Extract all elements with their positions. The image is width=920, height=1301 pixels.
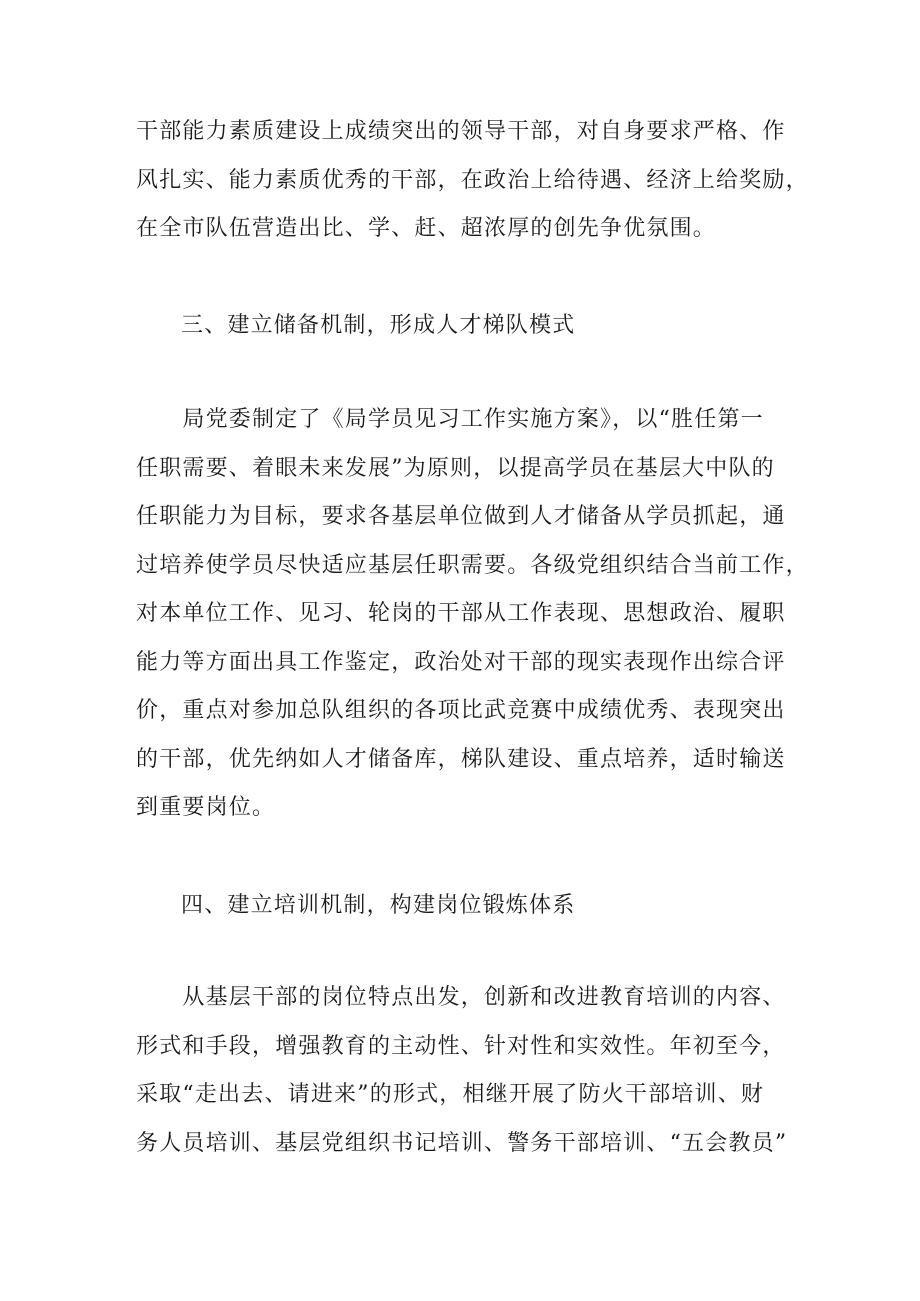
paragraph-line: 局党委制定了《局学员见习工作实施方案》，以“胜任第一 [136, 407, 764, 432]
paragraph-line: 在全市队伍营造出比、学、赶、超浓厚的创先争优氛围。 [136, 216, 717, 241]
paragraph-reserve-mechanism [136, 396, 809, 833]
paragraph-line: 形式和手段，增强教育的主动性、针对性和实效性。年初至今， [136, 1033, 786, 1059]
paragraph-line: 任职能力为目标，要求各基层单位做到人才储备从学员抓起，通 [136, 504, 786, 529]
paragraph-training-mechanism [136, 974, 796, 1168]
paragraph-line: 能力等方面出具工作鉴定，政治处对干部的现实表现作出综合评 [136, 649, 786, 675]
paragraph-line: 价，重点对参加总队组织的各项比武竞赛中成绩优秀、表现突出 [136, 698, 786, 723]
section-heading-training-mechanism: 四、建立培训机制，构建岗位锻炼体系 [181, 893, 576, 918]
paragraph-line: 风扎实、能力素质优秀的干部，在政治上给待遇、经济上给奖励， [136, 167, 809, 193]
paragraph-line: 到重要岗位。 [136, 795, 276, 820]
paragraph-line: 从基层干部的岗位特点出发，创新和改进教育培训的内容、 [136, 985, 786, 1010]
paragraph-line: 任职需要、着眼未来发展”为原则，以提高学员在基层大中队的 [136, 455, 775, 481]
paragraph-line: 过培养使学员尽快适应基层任职需要。各级党组织结合当前工作， [136, 552, 809, 578]
paragraph-line: 采取“走出去、请进来”的形式，相继开展了防火干部培训、财 [136, 1082, 765, 1107]
paragraph-line: 务人员培训、基层党组织书记培训、警务干部培训、“五会教员” [136, 1130, 788, 1156]
paragraph-line: 干部能力素质建设上成绩突出的领导干部，对自身要求严格、作 [136, 119, 786, 144]
paragraph-line: 的干部，优先纳如人才储备库，梯队建设、重点培养，适时输送 [136, 746, 786, 772]
paragraph-line: 对本单位工作、见习、轮岗的干部从工作表现、思想政治、履职 [136, 601, 786, 626]
paragraph-leadership-rewards [136, 108, 809, 254]
section-heading-reserve-mechanism: 三、建立储备机制，形成人才梯队模式 [181, 313, 576, 338]
